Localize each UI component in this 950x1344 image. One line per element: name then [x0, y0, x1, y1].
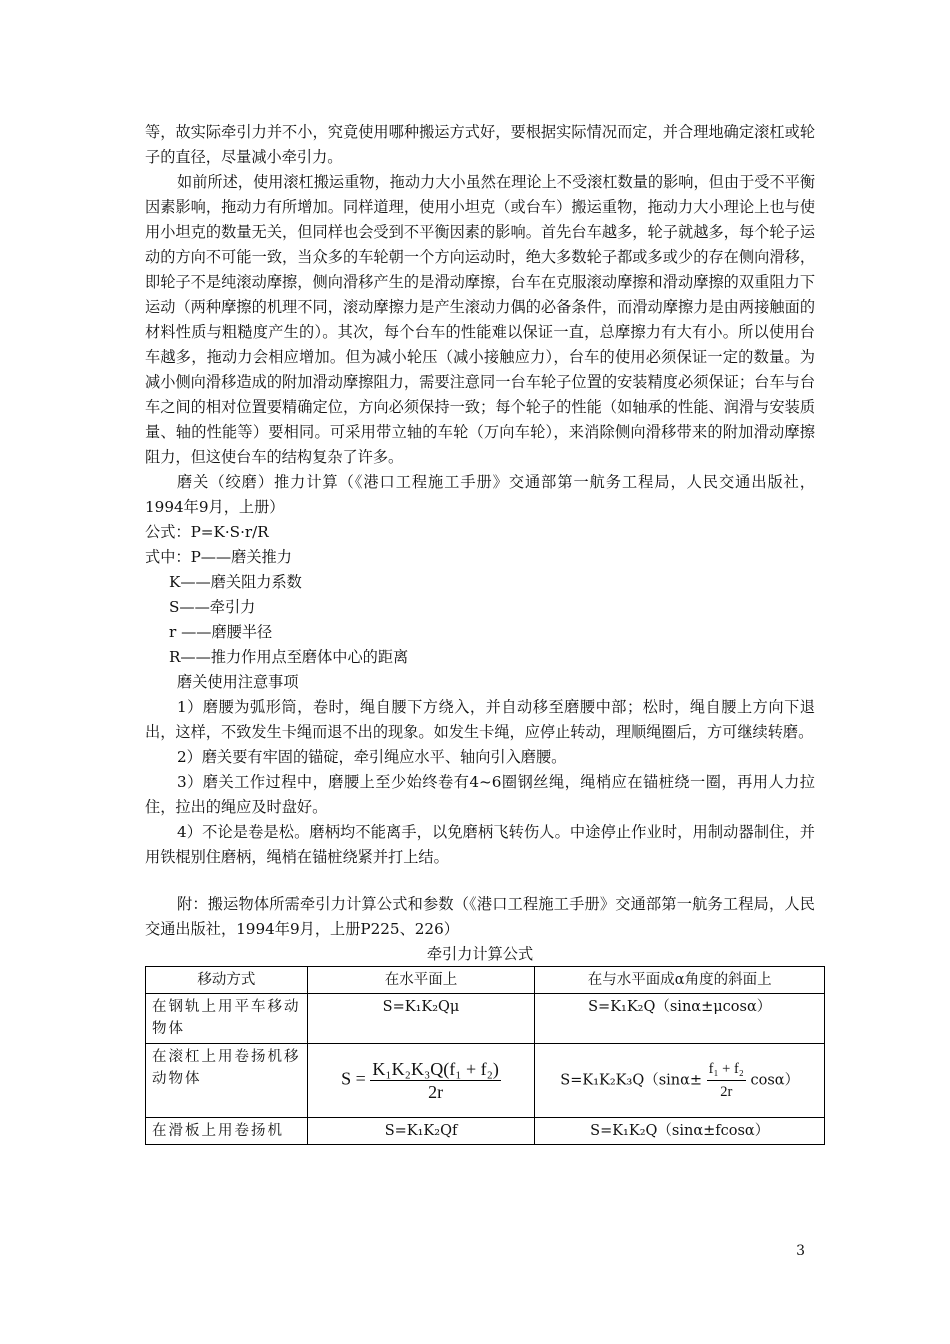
header-mode: 移动方式	[146, 967, 308, 994]
where-r: r ——磨腰半径	[169, 623, 273, 641]
formula-line: 公式：P=K·S·r/R	[145, 523, 269, 541]
table-row	[146, 994, 825, 1044]
formula-lhs: S =	[341, 1068, 366, 1089]
table-row	[146, 1044, 825, 1118]
header-flat: 在水平面上	[307, 967, 535, 994]
formula-prefix: S=K₁K₂K₃Q（sinα±	[560, 1072, 703, 1089]
table-title: 牵引力计算公式	[426, 945, 534, 963]
table-row	[146, 1118, 825, 1145]
note-2: 2）磨关要有牢固的锚碇，牵引绳应水平、轴向引入磨腰。	[177, 748, 567, 766]
traction-formula-table	[145, 966, 825, 1145]
fraction-numerator: K₁K₂K₃Q(f₁ + f₂)	[372, 1059, 499, 1079]
header-slope: 在与水平面成α角度的斜面上	[535, 967, 825, 994]
notes-title: 磨关使用注意事项	[177, 673, 299, 691]
appendix-paragraph: 附：搬运物体所需牵引力计算公式和参数（《港口工程施工手册》交通部第一航务工程局，人民交通出版社，1994年9月，上册P225、226）	[145, 895, 815, 938]
fraction	[707, 1058, 746, 1103]
where-p: 式中：P——磨关推力	[145, 548, 292, 566]
table-header-row	[146, 967, 825, 994]
where-s: S——牵引力	[169, 598, 256, 616]
row-mode: 在滚杠上用卷扬机移动物体	[146, 1044, 308, 1118]
where-R: R——推力作用点至磨体中心的距离	[169, 648, 409, 666]
paragraph-intro: 等，故实际牵引力并不小，究竟使用哪种搬运方式好，要根据实际情况而定，并合理地确定滚杠或轮子的直径，尽量减小牵引力。	[145, 123, 815, 166]
row-slope-formula: S=K₁K₂Q（sinα±μcosα）	[535, 994, 825, 1044]
note-1: 1）磨腰为弧形筒，卷时，绳自腰下方绕入，并自动移至磨腰中部；松时，绳自腰上方向下退出，这样，不致发生卡绳而退不出的现象。如发生卡绳，应停止转动，理顺绳圈后，方可继续转磨。	[145, 698, 815, 741]
document-body	[145, 120, 815, 1145]
row-flat-formula: S=K₁K₂Qμ	[307, 994, 535, 1044]
page-number: 3	[796, 1243, 805, 1259]
row-mode: 在滑板上用卷扬机	[146, 1118, 308, 1145]
row-slope-formula: S=K₁K₂Q（sinα±fcosα）	[535, 1118, 825, 1145]
row-flat-formula	[307, 1044, 535, 1118]
where-k: K——磨关阻力系数	[169, 573, 302, 591]
note-4: 4）不论是卷是松。磨柄均不能离手，以免磨柄飞转伤人。中途停止作业时，用制动器制住，并用铁棍别住磨柄，绳梢在锚桩绕紧并打上结。	[145, 823, 815, 866]
formula-suffix: cosα）	[750, 1072, 800, 1089]
fraction-denominator: 2r	[720, 1084, 733, 1100]
note-3: 3）磨关工作过程中，磨腰上至少始终卷有4~6圈钢丝绳，绳梢应在锚桩绕一圈，再用人力拉住，拉出的绳应及时盘好。	[145, 773, 815, 816]
row-flat-formula: S=K₁K₂Qf	[307, 1118, 535, 1145]
row-mode: 在钢轨上用平车移动物体	[146, 994, 308, 1044]
row-slope-formula	[535, 1044, 825, 1118]
fraction-numerator: f₁ + f₂	[707, 1058, 746, 1081]
paragraph-rollers: 如前所述，使用滚杠搬运重物，拖动力大小虽然在理论上不受滚杠数量的影响，但由于受不平衡因素影响，拖动力有所增加。同样道理，使用小坦克（或台车）搬运重物，拖动力大小理论上也与使用小坦克的数量无关，但同样也会受到不平衡因素的影响。首先台车越多，轮子就越多，每个轮子运动的方向不可能一致，当众多的车轮朝一个方向运动时，绝大多数轮子都或多或少的存在侧向滑移，即轮子不是纯滚动摩擦，侧向滑移产生的是滑动摩擦，台车在克服滚动摩擦和滑动摩擦的双重阻力下运动（两种摩擦的机理不同，滚动摩擦力是产生滚动力偶的必备条件，而滑动摩擦力是由两接触面的材料性质与粗糙度产生的）。其次，每个台车的性能难以保证一直，总摩擦力有大有小。所以使用台车越多，拖动力会相应增加。但为减小轮压（减小接触应力），台车的使用必须保证一定的数量。为减小侧向滑移造成的附加滑动摩擦阻力，需要注意同一台车轮子位置的安装精度必须保证；台车与台车之间的相对位置要精确定位，方向必须保持一致；每个轮子的性能（如轴承的性能、润滑与安装质量、轴的性能等）要相同。可采用带立轴的车轮（万向车轮），来消除侧向滑移带来的附加滑动摩擦阻力，但这使台车的结构复杂了许多。	[145, 173, 815, 466]
fraction	[370, 1058, 501, 1103]
fraction-denominator: 2r	[428, 1082, 444, 1102]
paragraph-capstan: 磨关（绞磨）推力计算（《港口工程施工手册》交通部第一航务工程局，人民交通出版社，1994年9月，上册）	[145, 473, 815, 516]
